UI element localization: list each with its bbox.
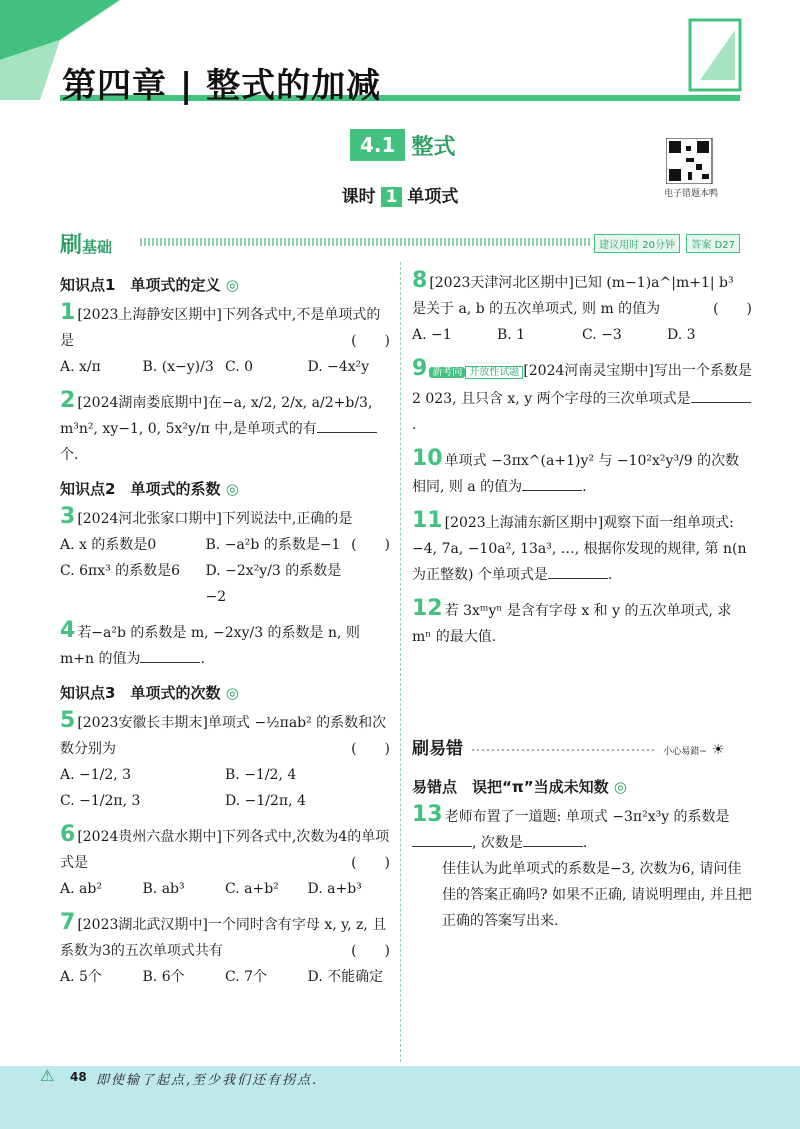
question-1: 1 [2023上海静安区期中]下列各式中,不是单项式的是 ( ) A. x/π B. (x−y)/3 C. 0 D. −4x²y	[60, 300, 390, 380]
question-4: 4 若−a²b 的系数是 m, −2xy/3 的系数是 n, 则 m+n 的值为 .	[60, 618, 360, 667]
question-8: 8 [2023天津河北区期中]已知 (m−1)a^|m+1| b³ 是关于 a, b 的五次单项式, 则 m 的值为 ( ) A. −1 B. 1 C. −3 D. 3	[412, 268, 752, 348]
q8-options	[412, 322, 752, 348]
right-column	[412, 266, 752, 658]
target-icon: ◎	[225, 276, 239, 294]
question-5: 5 [2023安徽长丰期末]单项式 −½πab² 的系数和次数分别为 ( ) A. −1/2, 3 B. −1/2, 4 C. −1/2π, 3 D. −1/2π, 4	[60, 708, 390, 814]
section-number: 4.1	[350, 129, 405, 161]
qr-label: 电子错题本鸭	[664, 189, 719, 199]
basic-label: 刷基础	[60, 233, 113, 258]
option: D. −1/2π, 4	[225, 793, 306, 809]
q1-options	[60, 354, 390, 380]
answer-blank[interactable]	[691, 388, 751, 403]
option: A. 5个	[60, 969, 102, 985]
option: C. 0	[225, 359, 254, 375]
option: B. −a²b 的系数是−1	[205, 537, 341, 553]
lesson-title	[0, 182, 800, 207]
question-6: 6 [2024贵州六盘水期中]下列各式中,次数为4的单项式是 ( ) A. ab² B. ab³ C. a+b² D. a+b³	[60, 822, 390, 902]
option: C. −1/2π, 3	[60, 793, 141, 809]
answer-blank[interactable]	[140, 648, 200, 663]
q7-options	[60, 964, 390, 990]
option: C. a+b²	[225, 881, 279, 897]
qr-code-icon[interactable]	[666, 138, 718, 184]
error-bar-dots	[468, 745, 658, 755]
q3-options	[60, 532, 351, 610]
option: A. −1/2, 3	[60, 767, 132, 783]
new-trend-tag: 新考向	[429, 367, 465, 378]
page-number: 48	[70, 1070, 87, 1084]
section-name: 整式	[411, 134, 456, 160]
open-question-tag: 开放性试题	[465, 366, 523, 379]
knowledge-point-3: 知识点3 单项式的次数 ◎	[60, 684, 239, 702]
q13-text2: 佳佳认为此单项式的系数是−3, 次数为6, 请问佳佳的答案正确吗? 如果不正确, 请说明理由, 并且把正确的答案写出来.	[442, 861, 752, 929]
question-3: 3 [2024河北张家口期中]下列说法中,正确的是 ( ) A. x 的系数是0 B. −a²b 的系数是−1 C. 6πx³ 的系数是6 D. −2x²y/3 的系数是−2	[60, 504, 390, 610]
left-column	[60, 266, 390, 998]
option: B. ab³	[142, 881, 185, 897]
q6-options	[60, 876, 390, 902]
q5-options	[60, 762, 390, 814]
chapter-title: 第四章 | 整式的加减	[62, 66, 382, 106]
question-9: 9 新考向 开放性试题 [2024河南灵宝期中]写出一个系数是2 023, 且只含 x, y 两个字母的三次单项式是.	[412, 356, 752, 433]
option: D. −4x²y	[307, 359, 370, 375]
option: B. (x−y)/3	[142, 359, 214, 375]
answer-blank[interactable]	[317, 418, 377, 433]
option: B. 1	[497, 327, 526, 343]
option: A. x 的系数是0	[60, 537, 157, 553]
error-section-bar	[412, 734, 742, 760]
footer-motto: 即使输了起点,至少我们还有拐点.	[96, 1073, 319, 1088]
basic-section-bar	[60, 228, 740, 256]
section-badge	[350, 128, 455, 162]
option: D. 不能确定	[307, 969, 384, 985]
answer-tag: 答案 D27	[686, 234, 740, 253]
answer-blank[interactable]	[412, 832, 472, 847]
target-icon: ◎	[225, 480, 239, 498]
error-point: 易错点 误把“π”当成未知数 ◎	[412, 778, 627, 796]
question-12: 12 若 3xᵐyⁿ 是含有字母 x 和 y 的五次单项式, 求 mⁿ 的最大值.	[412, 596, 732, 645]
lesson-number: 1	[381, 187, 403, 207]
answer-blank[interactable]	[548, 564, 608, 579]
compass-icon: ⚠	[40, 1066, 55, 1085]
question-11: 11 [2023上海浦东新区期中]观察下面一组单项式: −4, 7a, −10a², 13a³, …, 根据你发现的规律, 第 n(n 为正整数) 个单项式是 .	[412, 508, 747, 583]
error-label: 刷易错	[412, 739, 463, 759]
knowledge-point-2: 知识点2 单项式的系数 ◎	[60, 480, 239, 498]
column-divider	[400, 262, 401, 1062]
target-icon: ◎	[613, 778, 627, 796]
option: A. −1	[412, 327, 452, 343]
option: B. 6个	[142, 969, 185, 985]
error-note: 小心易錯~	[663, 747, 707, 757]
question-13: 13 老师布置了一道题: 单项式 −3π²x³y 的系数是, 次数是 . 佳佳认为此单项式的系数是−3, 次数为6, 请问佳佳的答案正确吗? 如果不正确, 请说明理由, 并且把正确的答案写出来.	[412, 802, 752, 934]
target-icon: ◎	[225, 684, 239, 702]
option: A. x/π	[60, 359, 101, 375]
question-7: 7 [2023湖北武汉期中]一个同时含有字母 x, y, z, 且系数为3的五次单项式共有 ( ) A. 5个 B. 6个 C. 7个 D. 不能确定	[60, 910, 390, 990]
answer-blank[interactable]	[523, 832, 583, 847]
option: C. 6πx³ 的系数是6	[60, 563, 181, 579]
lightbulb-icon: ☀	[711, 742, 725, 758]
option: D. −2x²y/3 的系数是−2	[205, 563, 342, 605]
question-2: 2 [2024湖南娄底期中]在−a, x/2, 2/x, a/2+b/3, m³n², xy−1, 0, 5x²y/π 中,是单项式的有个.	[60, 388, 390, 468]
option: C. −3	[582, 327, 622, 343]
option: B. −1/2, 4	[225, 767, 297, 783]
option: C. 7个	[225, 969, 268, 985]
option: D. a+b³	[307, 881, 362, 897]
option: A. ab²	[60, 881, 102, 897]
time-tag: 建议用时 20分钟	[594, 234, 680, 253]
q1-text: [2023上海静安区期中]下列各式中,不是单项式的是	[60, 307, 381, 349]
answer-blank[interactable]	[522, 476, 582, 491]
lesson-prefix: 课时	[341, 187, 376, 207]
option: D. 3	[667, 327, 696, 343]
error-content	[412, 768, 752, 942]
lesson-name: 单项式	[407, 187, 459, 207]
question-10: 10 单项式 −3πx^(a+1)y² 与 −10²x²y³/9 的次数相同, 则 a 的值为 .	[412, 446, 740, 495]
knowledge-point-1: 知识点1 单项式的定义 ◎	[60, 276, 239, 294]
